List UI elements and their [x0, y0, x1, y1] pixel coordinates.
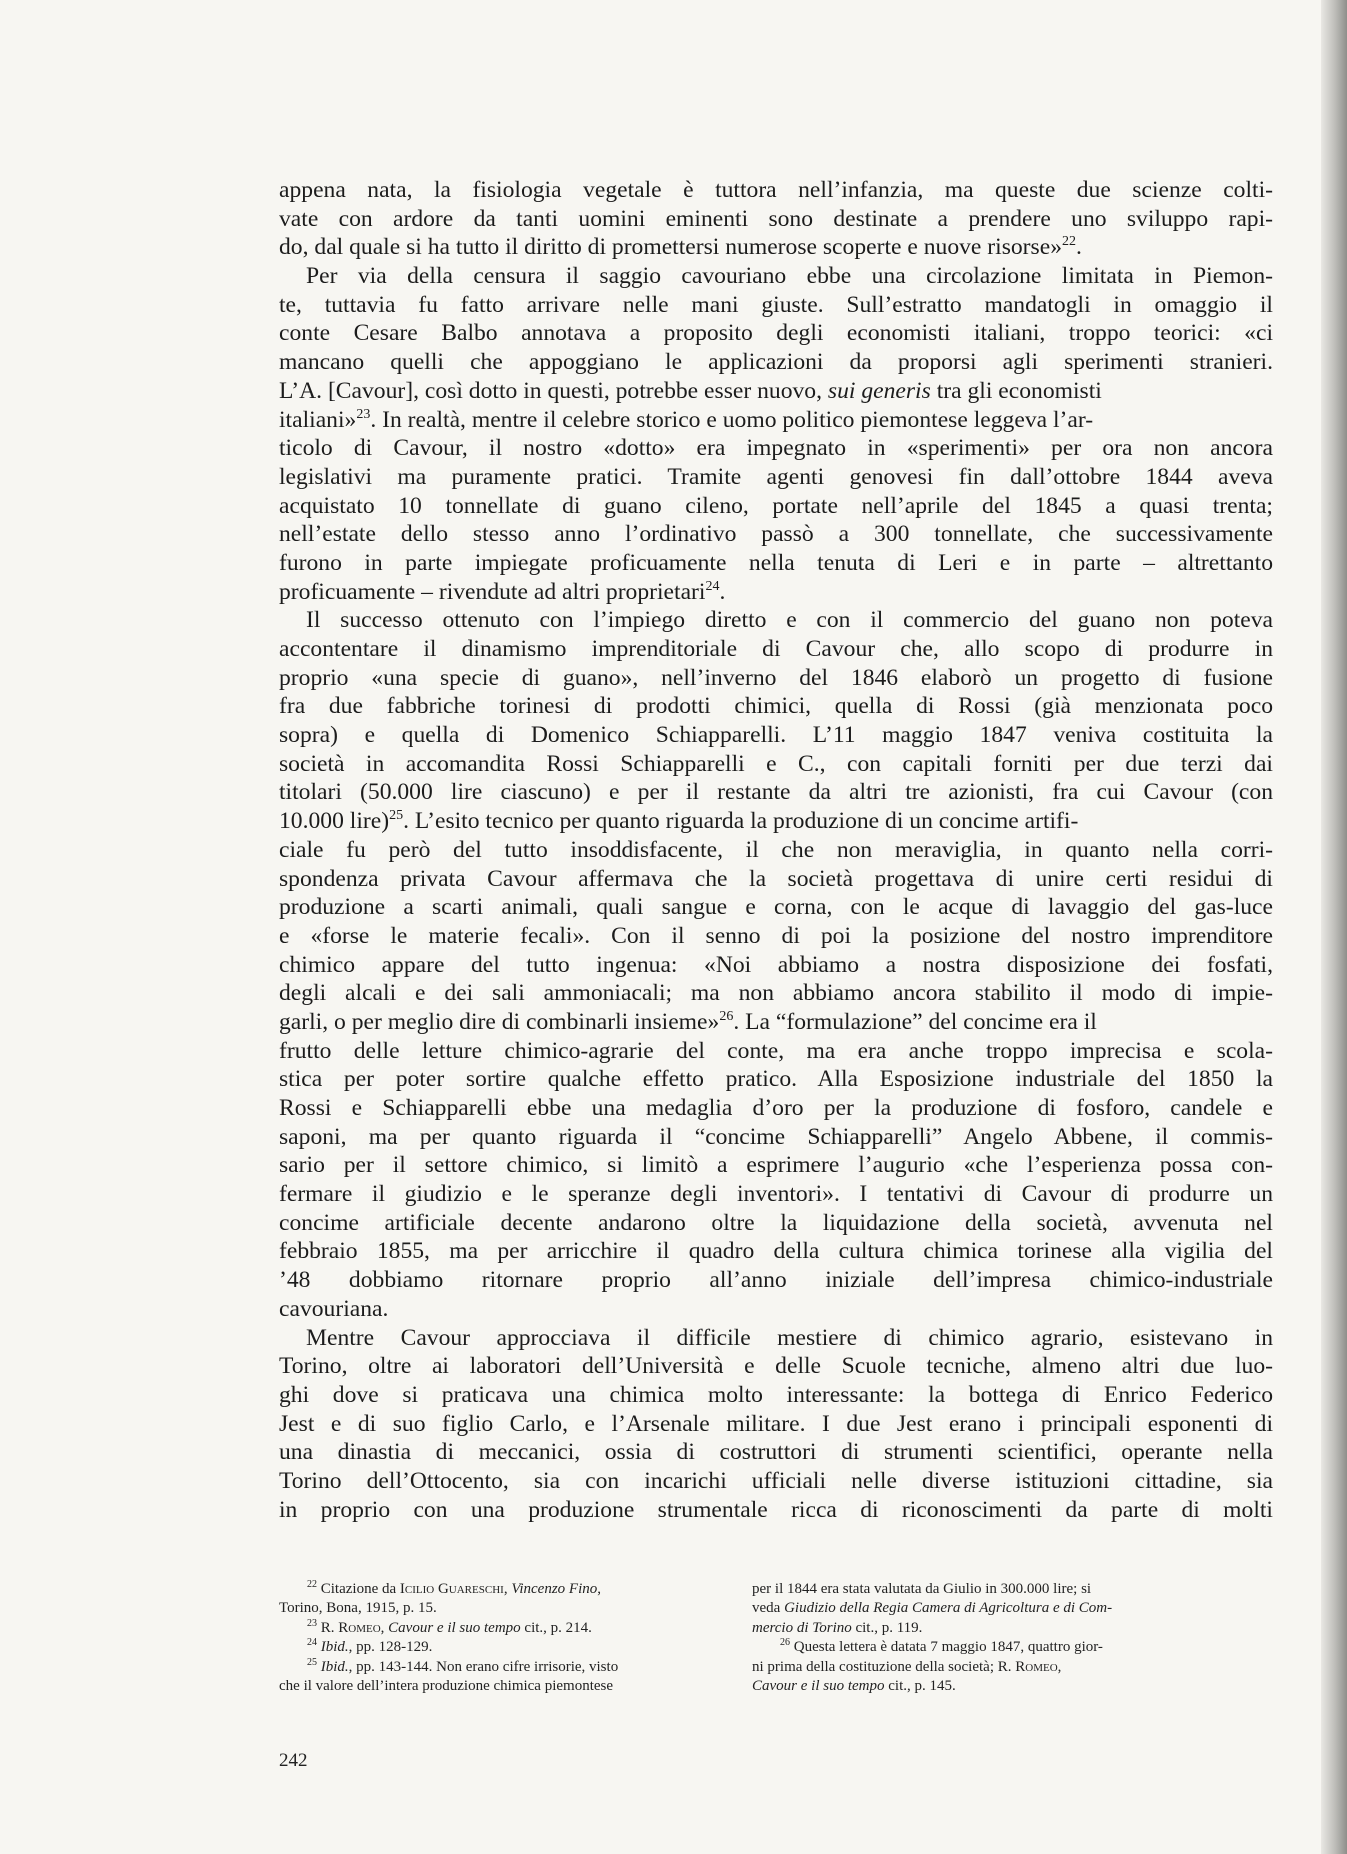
text-line: vate con ardore da tanti uomini eminenti sono destinate a prendere uno sviluppo rapi-	[279, 205, 1273, 232]
text-line: ticolo di Cavour, il nostro «dotto» era impegnato in «sperimenti» per ora non ancora	[279, 435, 1273, 462]
text-line: do, dal quale si ha tutto il diritto di promettersi numerose scoperte e nuove risorse»$^{22}$.	[279, 234, 1082, 261]
text-line: acquistato 10 tonnellate di guano cileno, portate nell’aprile del 1845 a quasi trenta;	[279, 492, 1273, 519]
footnote-line: per il 1844 era stata valutata da Giulio in 300.000 lire; si	[752, 1581, 1092, 1597]
text-line: sopra) e quella di Domenico Schiapparelli. L’11 maggio 1847 veniva costituita la	[279, 722, 1273, 749]
text-line: legislativi ma puramente pratici. Tramite agenti genovesi fin dall’ottobre 1844 aveva	[279, 463, 1273, 490]
text-line: frutto delle letture chimico-agrarie del conte, ma era anche troppo imprecisa e scola-	[279, 1037, 1273, 1064]
text-line: cavouriana.	[279, 1295, 389, 1322]
footnote-ref: 26	[719, 1009, 734, 1025]
text-line: L’A. [Cavour], così dotto in questi, potrebbe esser nuovo, sui generis tra gli economisti	[279, 377, 1102, 404]
footnote-22: $^{22}$ Citazione da Icilio Guareschi, Vincenzo Fino,	[307, 1579, 602, 1597]
footnotes-left-column	[279, 1580, 725, 1696]
footnote-ref: 25	[389, 808, 404, 824]
page-number: 242	[279, 1750, 308, 1771]
text-line: italiani»$^{23}$. In realtà, mentre il celebre storico e uomo politico piemontese leggeva l’ar-	[279, 406, 1094, 433]
text-line: Rossi e Schiapparelli ebbe una medaglia d’oro per la produzione di fosforo, candele e	[279, 1095, 1273, 1121]
text-line: conte Cesare Balbo annotava a proposito degli economisti italiani, troppo teorici: «ci	[279, 320, 1273, 347]
footnote-line: ni prima della costituzione della società; R. Romeo,	[752, 1658, 1062, 1675]
text-line: ciale fu però del tutto insoddisfacente, il che non meraviglia, in quanto nella corri-	[279, 836, 1273, 863]
text-line: società in accomandita Rossi Schiapparelli e C., con capitali forniti per due terzi dai	[279, 750, 1273, 777]
page-edge-shadow	[1321, 0, 1347, 1854]
text-line: degli alcali e dei sali ammoniacali; ma non abbiamo ancora stabilito il modo di impie-	[279, 980, 1273, 1007]
footnote-ref: 23	[356, 406, 371, 422]
text-line: titolari (50.000 lire ciascuno) e per il restante da altri tre azionisti, fra cui Cavour (con	[279, 779, 1273, 806]
footnote-23: $^{23}$ R. Romeo, Cavour e il suo tempo cit., p. 214.	[307, 1617, 592, 1636]
text-line: Torino dell’Ottocento, sia con incarichi ufficiali nelle diverse istituzioni cittadine, sia	[279, 1467, 1273, 1494]
main-text	[279, 176, 1273, 1524]
footnote-line: veda Giudizio della Regia Camera di Agricoltura e di Com-	[752, 1600, 1113, 1617]
text-line: Torino, oltre ai laboratori dell’Università e delle Scuole tecniche, almeno altri due luo-	[279, 1353, 1273, 1380]
text-line: garli, o per meglio dire di combinarli insieme»$^{26}$. La “formulazione” del concime era il	[279, 1008, 1097, 1035]
text-line: spondenza privata Cavour affermava che la società progettava di unire certi residui di	[279, 865, 1273, 892]
text-line: accontentare il dinamismo imprenditoriale di Cavour che, allo scopo di produrre in	[279, 636, 1273, 662]
footnote-line: Torino, Bona, 1915, p. 15.	[279, 1600, 437, 1617]
text-line: saponi, ma per quanto riguarda il “concime Schiapparelli” Angelo Abbene, il commis-	[279, 1123, 1273, 1150]
text-line: furono in parte impiegate proficuamente nella tenuta di Leri e in parte – altrettanto	[279, 549, 1273, 576]
text-line: stica per poter sortire qualche effetto pratico. Alla Esposizione industriale del 1850 la	[279, 1066, 1273, 1093]
footnote-26: $^{26}$ Questa lettera è datata 7 maggio 1847, quattro gior-	[780, 1637, 1103, 1656]
footnote-ref: 22	[1062, 234, 1076, 250]
text-line: nell’estate dello stesso anno l’ordinativo passò a 300 tonnellate, che successivamente	[279, 521, 1273, 548]
paragraph-start: Il successo ottenuto con l’impiego diretto e con il commercio del guano non poteva	[306, 607, 1273, 634]
text-line: Jest e di suo figlio Carlo, e l’Arsenale militare. I due Jest erano i principali esponenti di	[279, 1410, 1273, 1437]
text-line: sario per il settore chimico, si limitò a esprimere l’augurio «che l’esperienza possa con-	[279, 1152, 1273, 1179]
text-line: febbraio 1855, ma per arricchire il quadro della cultura chimica torinese alla vigilia del	[279, 1238, 1273, 1265]
text-line: fra due fabbriche torinesi di prodotti chimici, quella di Rossi (già menzionata poco	[279, 693, 1273, 720]
text-line: concime artificiale decente andarono oltre la liquidazione della società, avvenuta nel	[279, 1209, 1273, 1236]
text-line: appena nata, la fisiologia vegetale è tuttora nell’infanzia, ma queste due scienze colti-	[279, 177, 1273, 203]
footnote-line: che il valore dell’intera produzione chimica piemontese	[279, 1677, 614, 1694]
paragraph-start: Per via della censura il saggio cavouriano ebbe una circolazione limitata in Piemon-	[306, 263, 1273, 290]
text-line: fermare il giudizio e le speranze degli inventori». I tentativi di Cavour di produrre un	[279, 1181, 1273, 1208]
text-line: produzione a scarti animali, quali sangue e corna, con le acque di lavaggio del gas-luce	[279, 894, 1273, 921]
text-line: una dinastia di meccanici, ossia di costruttori di strumenti scientifici, operante nella	[279, 1439, 1273, 1466]
text-line: proficuamente – rivendute ad altri proprietari$^{24}$.	[279, 578, 726, 605]
footnote-25: $^{25}$ Ibid., pp. 143-144. Non erano cifre irrisorie, visto	[307, 1656, 619, 1675]
footnote-24: $^{24}$ Ibid., pp. 128-129.	[307, 1637, 433, 1656]
text-line: te, tuttavia fu fatto arrivare nelle mani giuste. Sull’estratto mandatogli in omaggio il	[279, 291, 1273, 318]
text-line: mancano quelli che appoggiano le applicazioni da proporsi agli sperimenti stranieri.	[279, 349, 1273, 376]
footnote-line: mercio di Torino cit., p. 119.	[752, 1619, 923, 1636]
footnotes-right-column	[752, 1580, 1198, 1696]
text-line: chimico appare del tutto ingenua: «Noi abbiamo a nostra disposizione dei fosfati,	[279, 951, 1273, 978]
text-line: 10.000 lire)$^{25}$. L’esito tecnico per quanto riguarda la produzione di un concime artifi-	[279, 808, 1079, 835]
text-line: in proprio con una produzione strumentale ricca di riconoscimenti da parte di molti	[279, 1496, 1273, 1523]
footnote-ref: 24	[705, 578, 720, 594]
footnote-line: Cavour e il suo tempo cit., p. 145.	[752, 1677, 956, 1694]
text-line: ’48 dobbiamo ritornare proprio all’anno iniziale dell’impresa chimico-industriale	[279, 1267, 1273, 1294]
text-line: e «forse le materie fecali». Con il senno di poi la posizione del nostro imprenditore	[279, 922, 1273, 949]
paragraph-start: Mentre Cavour approcciava il difficile mestiere di chimico agrario, esistevano in	[306, 1324, 1273, 1351]
text-line: proprio «una specie di guano», nell’inverno del 1846 elaborò un progetto di fusione	[279, 664, 1273, 691]
text-line: ghi dove si praticava una chimica molto interessante: la bottega di Enrico Federico	[279, 1381, 1273, 1408]
